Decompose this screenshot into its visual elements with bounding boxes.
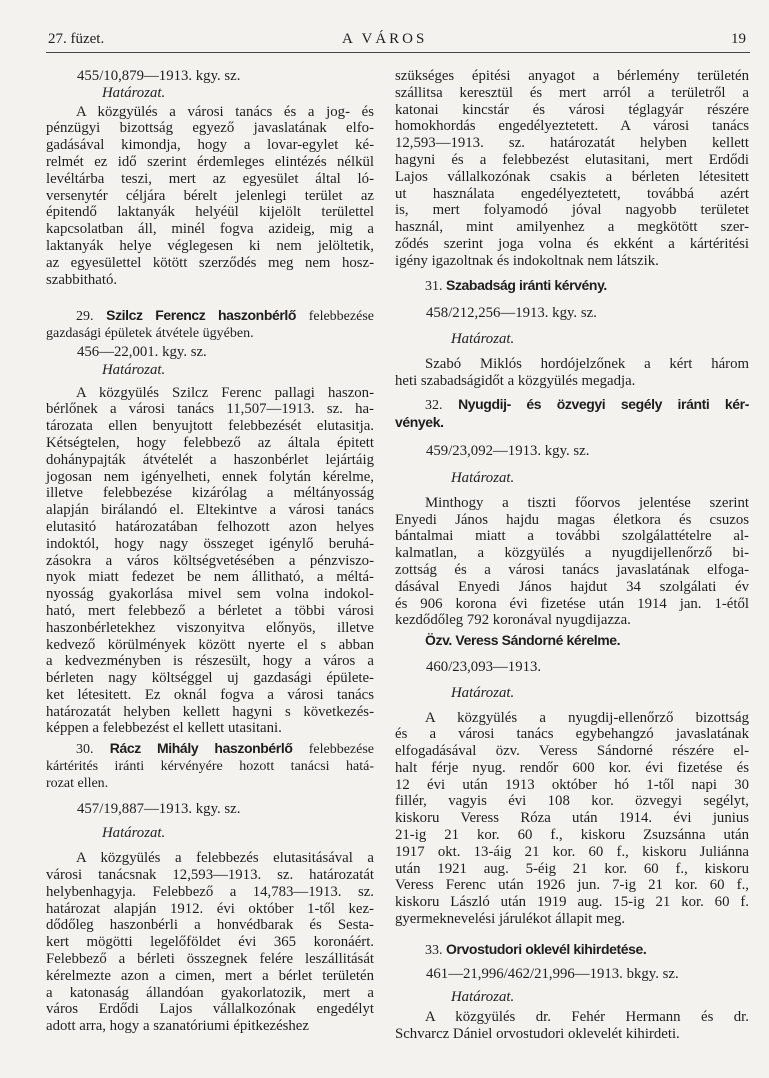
- text-line: halt férje nyug. rendőr 600 kor. évi fizetése és: [395, 759, 749, 776]
- right-column: [395, 68, 749, 1043]
- text-line: Lajos vállalkozónak csakis a bérleten létesitett: [395, 168, 749, 185]
- text-line: relmét ez idő szerint érdemleges elintézés nélkül: [46, 153, 374, 170]
- text-line: hagyni és a felebbezést elutasitani, mert Erdődi: [395, 151, 749, 168]
- section-heading: [395, 396, 749, 434]
- text-line: haszonbérletekhez viszonyitva előnyös, illetve: [46, 619, 374, 636]
- text-line: fillér, vagyis évi 108 kor. özvegyi segélyt,: [395, 793, 749, 810]
- text-line: szükséges épitési anyagot a bérlemény területén: [395, 68, 749, 84]
- text-line: gadásával kimondja, hogy a lovar-egylet ké-: [46, 137, 374, 154]
- text-line: helybenhagyja. Felebbező a 14,783—1913. sz.: [46, 883, 374, 900]
- paragraph: [395, 710, 749, 928]
- heading-title: Orvostudori oklevél kihirdetése.: [446, 940, 647, 957]
- text-line: határozat alapján 1912. évi október 1-től kez-: [46, 900, 374, 917]
- text-line: kedvező körülmények között nyerte el s abban: [46, 636, 374, 653]
- paragraph: [395, 356, 749, 390]
- text-line: Határozat.: [451, 989, 515, 1006]
- heading-text: 29.: [76, 309, 107, 325]
- text-line: versenytér céljára bérelt jelenlegi terület az: [46, 187, 374, 204]
- text-line: dohánypajták átvételét a haszonbérlet lejártáig: [46, 451, 374, 468]
- text-line: [395, 396, 749, 415]
- text-line: [46, 740, 374, 759]
- reference-number: [395, 659, 749, 676]
- text-line: zásokra a város költségvetésében a pénzviszo-: [46, 552, 374, 569]
- text-line: katonai kincstár és városi téglagyár részére: [395, 101, 749, 118]
- text-line: Határozat.: [451, 684, 515, 701]
- text-line: kert mögötti legelőföldet évi 365 koronáért.: [46, 934, 374, 951]
- text-line: nyok miatt fedezet be nem állitható, a méltá-: [46, 569, 374, 586]
- text-line: és a városi tanács egybehangzó javaslatának: [395, 726, 749, 743]
- heading-text: felebbezése: [296, 309, 374, 325]
- page-number: 19: [731, 31, 746, 47]
- text-line: 21-ig 21 kor. 60 f., kiskoru Zsuzsánna után: [395, 827, 749, 844]
- reference-number: [46, 801, 374, 818]
- text-line: kérelmezte azon a cimen, mert a bérlet területén: [46, 967, 374, 984]
- text-line: Veress Ferenc után 1926 jun. 7-ig 21 kor. 60 f.,: [395, 877, 749, 894]
- text-line: Szabó Miklós hordójelzőnek a kért három: [425, 355, 749, 372]
- heading-title: Özv. Veress Sándorné kérelme.: [425, 632, 621, 649]
- text-line: Határozat.: [102, 84, 166, 101]
- resolution-label: [46, 825, 374, 842]
- text-line: a katonaság állandóan gyakorlatozik, mert a: [46, 984, 374, 1001]
- text-line: [395, 414, 749, 433]
- heading-text: 32.: [425, 397, 459, 413]
- resolution-label: [46, 85, 374, 102]
- text-line: kalmatlan, a közgyülés a nyugdijellenőrző bi-: [395, 545, 749, 562]
- text-line: jogosan nem igényelheti, ennek folytán kérelme,: [46, 468, 374, 485]
- section-heading: [46, 740, 374, 792]
- heading-text: 31.: [425, 278, 446, 294]
- paragraph: [395, 495, 749, 629]
- text-line: 460/23,093—1913.: [426, 658, 542, 675]
- reference-number: [395, 305, 749, 322]
- text-line: használ, mint amilyenhez a megkötött szer-: [395, 219, 749, 236]
- text-line: kártérités iránti kérvényére hozott tanácsi hatá-: [46, 759, 374, 775]
- text-line: szabbitható.: [46, 271, 118, 288]
- text-line: 12 évi után 1913 október hó 1-től napi 30: [395, 776, 749, 793]
- paragraph-continued: [395, 68, 749, 270]
- text-line: Határozat.: [451, 331, 515, 348]
- text-line: A közgyülés Szilcz Ferenc pallagi haszon-: [76, 384, 374, 401]
- section-heading: [395, 941, 749, 960]
- text-line: után 1921 aug. 5-éig 21 kor. 60 f., kiskoru: [395, 860, 749, 877]
- text-line: kiskoru Veress Róza után 1914. évi junius: [395, 810, 749, 827]
- text-line: illetve felebbezése kizárólag a méltányosság: [46, 485, 374, 502]
- text-line: a kedvezményben is részesült, hogy a város a: [46, 653, 374, 670]
- text-line: ződés szerint joga volna és ekként a kártéritési: [395, 235, 749, 252]
- text-line: pénzügyi bizottság egyező javaslatának elfo-: [46, 120, 374, 137]
- text-line: Enyedi János hajdu magas életkora és csuzos: [395, 511, 749, 528]
- text-line: tározata ellen benyujtott felebbezését elutasitja.: [46, 418, 374, 435]
- text-line: ket létesitett. Ez oknál fogva a városi tanács: [46, 686, 374, 703]
- heading-text: 30.: [76, 742, 110, 758]
- text-line: A közgyülés a felebbezés elutasitásával a: [76, 850, 374, 867]
- text-line: Kétségtelen, hogy felebbező az általa épitett: [46, 434, 374, 451]
- issue-label: 27. füzet.: [48, 31, 105, 47]
- heading-title: Nyugdij- és özvegyi segély iránti kér-: [458, 395, 749, 412]
- text-line: indoktól, hogy nagy összeget igénylő beruhá-: [46, 535, 374, 552]
- heading-title: Rácz Mihály haszonbérlő: [109, 740, 293, 757]
- text-line: Határozat.: [102, 825, 166, 842]
- text-line: szállitsa keresztül és mert arról a területről a: [395, 84, 749, 101]
- text-line: képpen a felebbezést el kellett utasitani.: [46, 720, 282, 737]
- text-line: határozatát helyben kellett hagyni s következés-: [46, 703, 374, 720]
- text-line: zottság és a városi tanács javaslatának elfoga-: [395, 561, 749, 578]
- text-line: igény igazoltnak és indokoltnak nem látszik.: [395, 252, 659, 269]
- text-line: városi tanácsnak 12,593—1913. sz. határozatát: [46, 867, 374, 884]
- text-line: ut használata engedélyeztetett, továbbá azért: [395, 185, 749, 202]
- paragraph: [46, 850, 374, 1035]
- text-line: 461—21,996/462/21,996—1913. bkgy. sz.: [426, 965, 679, 982]
- text-line: 455/10,879—1913. kgy. sz.: [77, 68, 241, 84]
- text-line: A közgyülés dr. Fehér Hermann és dr.: [425, 1009, 749, 1026]
- text-line: homokhordás engedélyeztetett. A városi tanács: [395, 118, 749, 135]
- text-line: 456—22,001. kgy. sz.: [77, 343, 207, 360]
- resolution-label: [395, 470, 749, 487]
- text-line: kezdődőleg 792 koronával nyugdijazza.: [395, 612, 631, 629]
- text-line: rozat ellen.: [46, 775, 109, 791]
- heading-title: Szilcz Ferencz haszonbérlő: [106, 307, 297, 324]
- text-line: [46, 307, 374, 326]
- text-line: épitendő laktanyák helyéül kijelölt területtel: [46, 204, 374, 221]
- paragraph: [46, 104, 374, 289]
- text-line: laktanyák helye véglegesen ki nem jelöltetik,: [46, 237, 374, 254]
- text-line: Felebbező a bérleti összegnek felére leszállitását: [46, 951, 374, 968]
- text-line: 12,593—1913. sz. határozatát helyben kellett: [395, 135, 749, 152]
- resolution-label: [395, 685, 749, 702]
- text-line: Minthogy a tiszti főorvos jelentése szerint: [425, 494, 749, 511]
- heading-text: 33.: [425, 942, 446, 958]
- text-line: 457/19,887—1913. kgy. sz.: [77, 800, 241, 817]
- text-line: [395, 632, 749, 651]
- text-line: elutasitó határozatában felhozott azon helyes: [46, 518, 374, 535]
- resolution-label: [395, 331, 749, 348]
- section-heading: [395, 632, 749, 651]
- text-line: város Erdődi Lajos vállalkozónak engedélyt: [46, 1001, 374, 1018]
- text-line: elfogadásával özv. Veress Sándorné részére el-: [395, 743, 749, 760]
- text-line: bántalmai miatt a további szolgálattételre al-: [395, 528, 749, 545]
- text-line: alapján birálandó el. Eltekintve a városi tanács: [46, 502, 374, 519]
- journal-title: A VÁROS: [342, 31, 428, 47]
- heading-text: felebbezése: [292, 742, 374, 758]
- left-column: [46, 68, 374, 1035]
- text-line: levéltárba teszi, mert az egyesület által ló-: [46, 170, 374, 187]
- paragraph: [395, 1009, 749, 1043]
- text-line: gazdasági épületek átvétele ügyében.: [46, 326, 254, 342]
- reference-number: [46, 68, 374, 85]
- text-line: dásával Enyedi János hajdut 34 szolgálati év: [395, 578, 749, 595]
- text-line: is, mert folyamodó jóval nagyobb területet: [395, 202, 749, 219]
- section-heading: [46, 307, 374, 343]
- text-line: és 906 korona évi fizetése után 1914 jan. 1-étől: [395, 595, 749, 612]
- text-line: 458/212,256—1913. kgy. sz.: [426, 305, 597, 322]
- text-line: kapcsolatban áll, minél fogva azideig, mig a: [46, 221, 374, 238]
- text-line: ható, mert felebbező a bérletet a többi városi: [46, 602, 374, 619]
- text-line: 1917 okt. 13-áig 21 kor. 60 f., kiskoru Juliánna: [395, 843, 749, 860]
- heading-title: vények.: [395, 414, 444, 431]
- text-line: Határozat.: [451, 469, 515, 486]
- text-line: Határozat.: [102, 361, 166, 378]
- text-line: az egyesülettel kötött szerződés meg nem hosz-: [46, 254, 374, 271]
- text-line: heti szabadságidőt a közgyülés megadja.: [395, 372, 636, 389]
- text-line: adott arra, hogy a szanatóriumi épitkezéshez: [46, 1018, 309, 1035]
- text-line: bérleten nagy költséggel uj gazdasági épülete-: [46, 670, 374, 687]
- reference-number: [395, 966, 749, 983]
- reference-number: [46, 344, 374, 361]
- text-line: bérlőnek a városi tanács 11,507—1913. sz. ha-: [46, 401, 374, 418]
- text-line: [395, 941, 749, 960]
- text-line: kiskoru László után 1919 aug. 15-ig 21 kor. 60 f.: [395, 894, 749, 911]
- text-line: nyosság gyakorlása mivel sem volna indokol-: [46, 586, 374, 603]
- resolution-label: [46, 362, 374, 379]
- text-line: A közgyülés a városi tanács és a jog- és: [76, 103, 374, 120]
- section-heading: [395, 277, 749, 296]
- running-header: [46, 30, 750, 53]
- text-line: dődőleg haszonbérli a honvédbarak és Sesta-: [46, 917, 374, 934]
- reference-number: [395, 443, 749, 460]
- text-line: 459/23,092—1913. kgy. sz.: [426, 443, 590, 460]
- heading-title: Szabadság iránti kérvény.: [446, 276, 607, 293]
- text-line: [395, 277, 749, 296]
- text-line: gyermeknevelési járulékot állapit meg.: [395, 911, 626, 928]
- text-line: Schvarcz Dániel orvostudori oklevelét kihirdeti.: [395, 1026, 680, 1043]
- text-line: A közgyülés a nyugdij-ellenőrző bizottság: [425, 709, 749, 726]
- resolution-label: [395, 989, 749, 1006]
- paragraph: [46, 385, 374, 738]
